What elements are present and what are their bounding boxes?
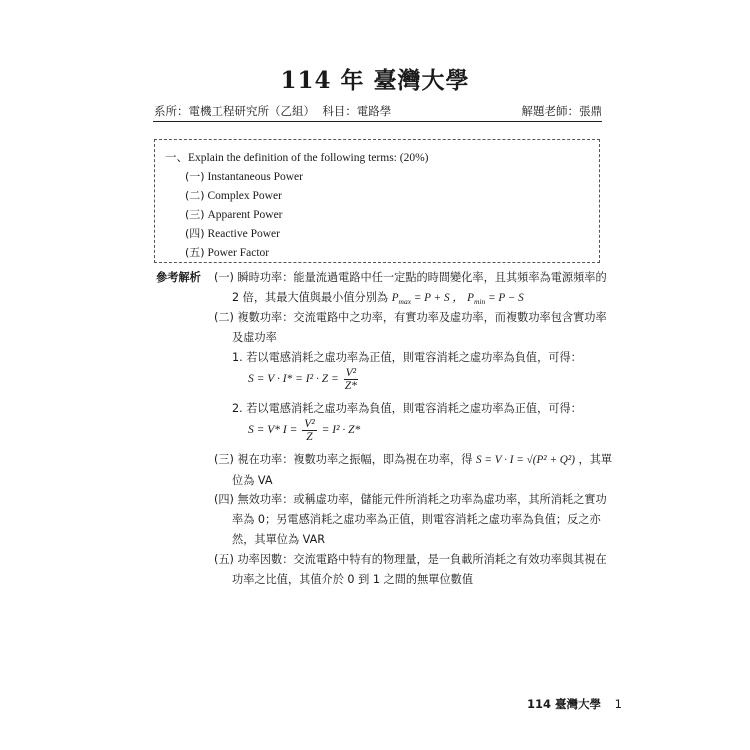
answer-p2-line1: (二) 複數功率：交流電路中之功率，有實功率及虛功率，而複數功率包含實功率 (214, 311, 607, 324)
pmin-formula: $P_{min} = P - S$ (467, 292, 524, 307)
header-divider (153, 121, 602, 122)
item-text: Power Factor (207, 247, 270, 259)
complex-power-formula-2: S = V* I = $\frac{\text{V²}}{Z}$ = I² · Z* (248, 418, 361, 443)
question-box (154, 139, 600, 263)
answer-p4-line1: (四) 無效功率：或稱虛功率，儲能元件所消耗之功率為虛功率，其所消耗之實功 (214, 493, 607, 506)
item-number: (四) (185, 227, 205, 240)
item-text: Apparent Power (207, 209, 283, 221)
answer-p1-line1: (一) 瞬時功率：能量流過電路中任一定點的時間變化率，且其頻率為電源頻率的 (214, 271, 607, 284)
question-main: 一、Explain the definition of the following terms: (20%) (165, 152, 429, 164)
answer-p3-line1: (三) 視在功率：複數功率之振幅，即為視在功率，得 S = V · I = √(P² + Q²) ，其單 (214, 453, 613, 466)
answer-p4-line3: 然，其單位為 VAR (232, 533, 326, 546)
teacher-text: 解題老師：張鼎 (521, 104, 602, 118)
answer-p2-line2: 及虛功率 (232, 331, 277, 344)
question-item (185, 168, 303, 184)
page-title: 114 年 臺灣大學 (280, 67, 470, 94)
answer-p3-line2: 位為 VA (232, 474, 273, 487)
item-number: (二) (185, 189, 205, 202)
item-number: (五) (185, 246, 205, 259)
complex-power-formula-1: S = V · I* = I² · Z = $\frac{\text{V²}}{Z*}$ (248, 367, 357, 392)
subject-text: 科目：電路學 (322, 104, 392, 118)
exam-meta (154, 103, 602, 119)
page-footer (527, 696, 622, 712)
apparent-power-formula: S = V · I = √(P² + Q²) (475, 454, 575, 466)
item-text: Instantaneous Power (207, 171, 303, 183)
department-text: 系所：電機工程研究所（乙組） (154, 104, 315, 118)
answer-p5-line2: 功率之比值，其值介於 0 到 1 之間的無單位數值 (232, 573, 474, 586)
footer-label: 114 臺灣大學 (527, 697, 602, 711)
item-text: Reactive Power (207, 228, 280, 240)
question-item (185, 206, 283, 222)
answer-label: 參考解析 (156, 271, 201, 284)
item-number: (一) (185, 170, 205, 183)
page-number: 1 (614, 697, 622, 711)
answer-p2-sub2: 2. 若以電感消耗之虛功率為負值，則電容消耗之虛功率為正值，可得： (232, 402, 582, 415)
answer-p4-line2: 率為 0；另電感消耗之虛功率為正值，則電容消耗之虛功率為負值；反之亦 (232, 513, 601, 526)
question-item (185, 225, 280, 241)
pmax-formula: $P_{max} = P + S$ ， (391, 292, 464, 307)
answer-p2-sub1: 1. 若以電感消耗之虛功率為正值，則電容消耗之虛功率為負值，可得： (232, 351, 582, 364)
answer-p5-line1: (五) 功率因數：交流電路中特有的物理量，是一負載所消耗之有效功率與其視在 (214, 553, 607, 566)
item-number: (三) (185, 208, 205, 221)
item-text: Complex Power (207, 190, 282, 202)
question-item (185, 244, 269, 260)
answer-p1-line2: 2 倍，其最大值與最小值分別為 $P_{max} = P + S$ ， $P_{min} = P - S$ (232, 291, 524, 307)
question-item (185, 187, 282, 203)
